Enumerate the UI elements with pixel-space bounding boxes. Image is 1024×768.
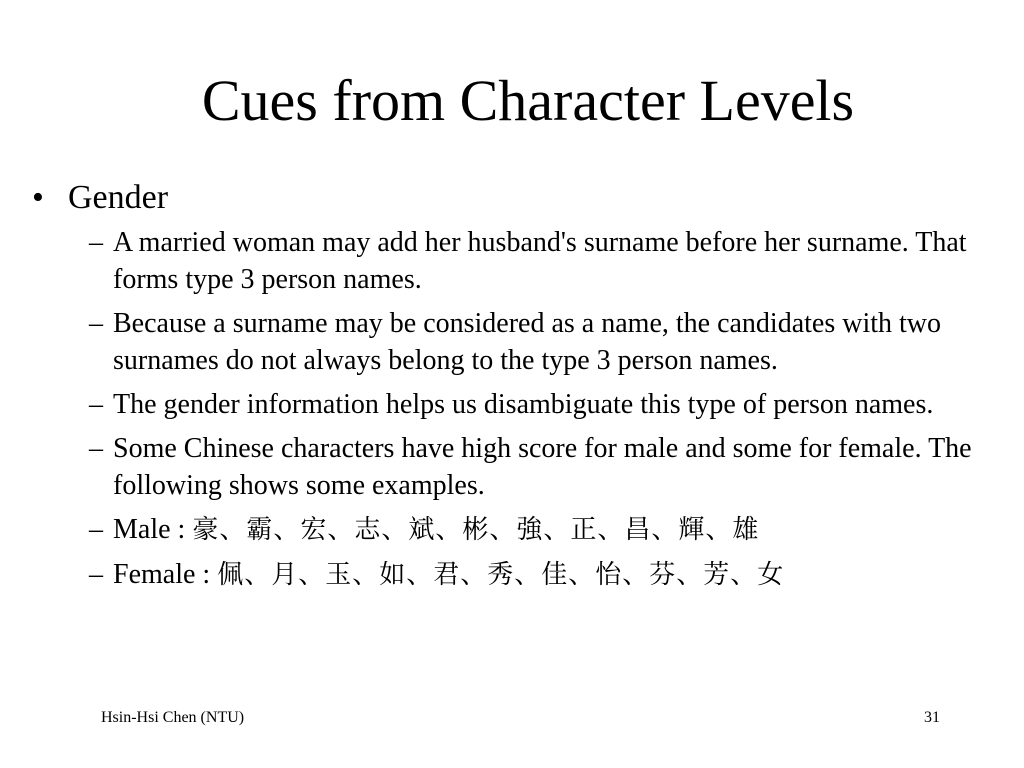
slide-title: Cues from Character Levels (201, 68, 855, 133)
bullet-mark: • (32, 179, 44, 216)
bullet-label: Gender (68, 179, 169, 216)
footer-author: Hsin-Hsi Chen (NTU) (101, 709, 245, 726)
sub-bullet-married-woman (32, 224, 1002, 298)
sub-bullet-female-examples (32, 556, 1002, 594)
sub-bullet-list (32, 224, 1002, 594)
bullet-gender (32, 176, 1002, 224)
male-characters: 豪、霸、宏、志、斌、彬、強、正、昌、輝、雄 (192, 515, 760, 545)
sub-bullet-gender-info (32, 386, 1002, 423)
female-label: Female : (113, 559, 218, 590)
dash-mark: – (89, 559, 103, 590)
sub-bullet-chinese-characters (32, 430, 1002, 504)
slide-content (32, 176, 1002, 601)
dash-mark: – (89, 389, 103, 420)
sub-bullet-two-surnames (32, 305, 1002, 379)
sub-bullet-male-examples (32, 511, 1002, 549)
dash-mark: – (89, 227, 103, 258)
female-characters: 佩、月、玉、如、君、秀、佳、怡、芬、芳、女 (217, 560, 785, 590)
sub-bullet-text: The gender information helps us disambiguate this type of person names. (113, 389, 934, 420)
sub-bullet-text: Because a surname may be considered as a name, the candidates with two surnames do not always belong to the type 3 person names. (113, 308, 942, 376)
male-label: Male : (113, 514, 193, 545)
sub-bullet-text: Some Chinese characters have high score for male and some for female. The following shows some examples. (113, 433, 972, 501)
page-number: 31 (924, 709, 940, 726)
dash-mark: – (89, 514, 103, 545)
sub-bullet-text: A married woman may add her husband's surname before her surname. That forms type 3 person names. (113, 227, 967, 295)
dash-mark: – (89, 308, 103, 339)
dash-mark: – (89, 433, 103, 464)
